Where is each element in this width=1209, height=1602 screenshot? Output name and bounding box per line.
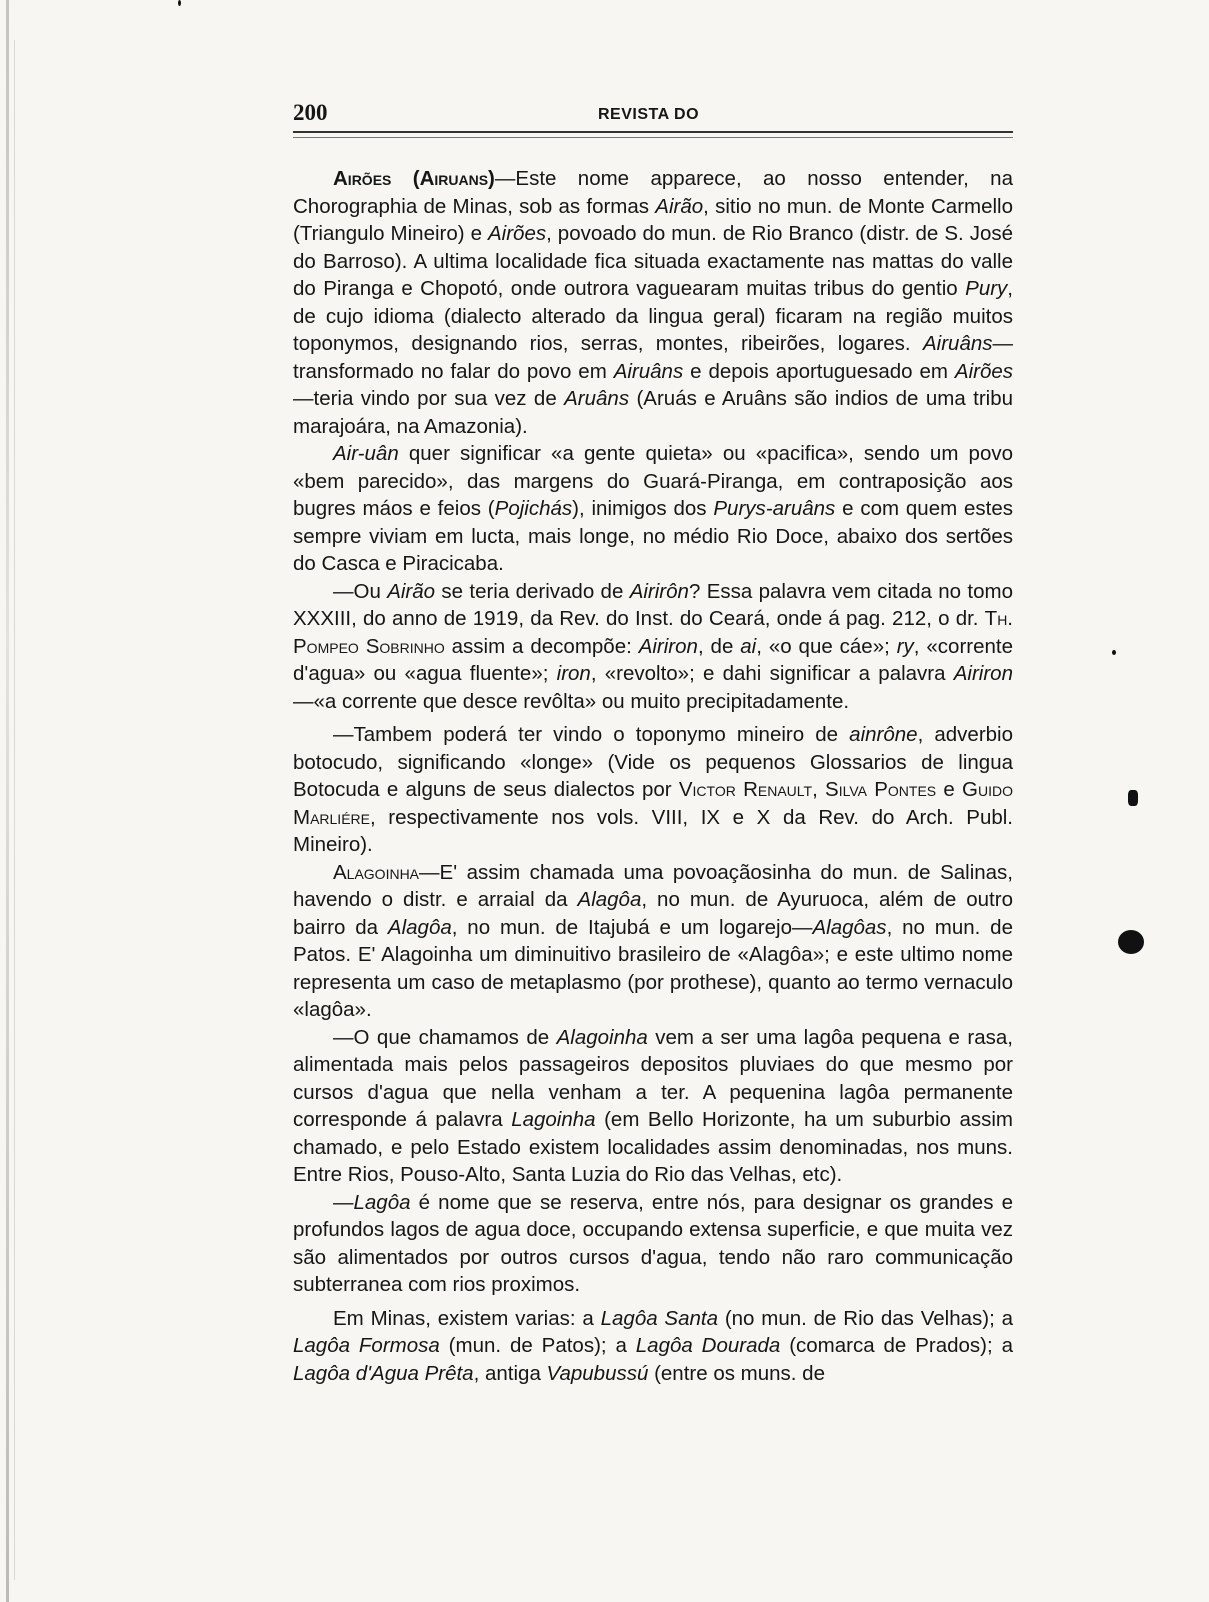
text-run: e: [936, 778, 963, 801]
text-run: —: [333, 1190, 354, 1214]
text-run: Em Minas, existem varias: a: [333, 1306, 601, 1330]
text-run: , adverbio botocudo, significando «longe» (Vide os pequenos Glossarios de lingua Botocuda e alguns de seus dialectos por: [293, 723, 1014, 801]
text-run: ? Essa palavra vem citada no tomo XXXIII, do anno de 1919, da Rev. do Inst. do Ceará, onde á pag. 212, o dr.: [293, 579, 1013, 630]
paragraph-alagoinha: [293, 859, 1013, 1024]
paragraph-lagoa: [293, 1189, 1013, 1299]
text-run: , sitio no mun. de Monte Carmello (Triangulo Mineiro) e: [293, 194, 1014, 245]
paragraph-ainrone: [293, 721, 1013, 859]
italic-term: Pojichás: [494, 497, 573, 520]
ink-speck: [178, 0, 181, 6]
text-run: , no mun. de Itajubá e um logarejo—: [451, 915, 813, 939]
text-run: , de cujo idioma (dialecto alterado da lingua geral) ficaram na região muitos toponymos, designando rios, serras, montes, ribeirões, logares.: [293, 277, 1013, 355]
italic-term: Lagôa d'Agua Prêta: [293, 1361, 474, 1385]
ink-blot: [1118, 930, 1144, 954]
italic-term: Aruâns: [564, 387, 630, 410]
text-run: —transformado no falar do povo em: [293, 332, 1013, 383]
text-run: e depois aportuguesado em: [683, 359, 955, 383]
page-edge-shadow: [6, 0, 9, 1602]
text-run: ), inimigos dos: [572, 497, 714, 520]
ink-speck: [1128, 790, 1138, 806]
italic-term: Alagôas: [812, 915, 887, 939]
italic-term: Airões: [488, 222, 547, 245]
author-name: Guido Marliére: [293, 778, 1013, 829]
text-run: (em Bello Horizonte, ha um suburbio assim chamado, e pelo Estado existem localidades assim denominadas, nos muns. Entre Rios, Pouso-Alto, Santa Luzia do Rio das Velhas, etc).: [293, 1108, 1014, 1186]
italic-term: Lagôa Formosa: [293, 1334, 440, 1357]
author-name: Victor Renault: [678, 778, 813, 801]
italic-term: Pury: [965, 277, 1008, 300]
italic-term: Vapubussú: [546, 1361, 649, 1385]
text-run: , respectivamente nos vols. VIII, IX e X da Rev. do Arch. Publ. Mineiro).: [293, 805, 1013, 856]
italic-term: Purys-aruâns: [713, 497, 836, 520]
text-run: —Ou: [333, 579, 388, 603]
text-run: —Este nome apparece, ao nosso entender, na Chorographia de Minas, sob as formas: [293, 167, 1013, 218]
text-run: —O que chamamos de: [333, 1025, 557, 1049]
text-run: , no mun. de Patos. E' Alagoinha um diminuitivo brasileiro de «Alagôa»; e este ultimo nome representa um caso de metaplasmo (por prothese), quanto ao termo vernaculo «lagôa».: [293, 915, 1013, 1021]
text-run: , antiga: [473, 1361, 547, 1385]
paragraph-minas-lagoas: [293, 1305, 1013, 1388]
italic-term: Lagôa Santa: [600, 1306, 719, 1330]
text-run: assim a decompõe:: [444, 634, 639, 658]
text-run: , povoado do mun. de Rio Branco (distr. de S. José do Barroso). A ultima localidade fica situada exactamente nas mattas do valle do Piranga e Chopotó, onde outrora vaguearam muitas tribus do gentio: [293, 222, 1014, 300]
italic-term: Airirôn: [629, 579, 689, 603]
text-run: (Aruás e Aruâns são indios de uma tribu marajoára, na Amazonia).: [293, 387, 1013, 438]
italic-term: ai: [740, 634, 757, 658]
page-number: 200: [293, 100, 328, 125]
text-run: vem a ser uma lagôa pequena e rasa, alimentada mais pelos passageiros depositos pluviaes do que mesmo por cursos d'agua que nella venham a ter. A pequenina lagôa permanente corresponde á palavra: [293, 1025, 1013, 1131]
text-run: (comarca de Prados); a: [780, 1334, 1013, 1357]
author-name: Silva Pontes: [825, 778, 937, 801]
italic-term: Lagôa: [353, 1190, 411, 1214]
italic-term: ainrône: [849, 723, 918, 746]
italic-term: Airuâns: [922, 332, 993, 355]
text-run: e com quem estes sempre viviam em lucta, mais longe, no médio Rio Doce, abaixo dos sertões do Casca e Piracicaba.: [293, 497, 1013, 575]
header-rule: [293, 131, 1013, 138]
text-run: , de: [697, 634, 741, 658]
page-edge-line: [14, 40, 15, 1580]
text-run: se teria derivado de: [435, 579, 630, 603]
text-run: , no mun. de Ayuruoca, além de outro bairro da: [293, 888, 1013, 939]
italic-term: Airões: [954, 359, 1013, 383]
italic-term: ry: [896, 634, 914, 658]
text-run: (entre os muns. de: [648, 1361, 825, 1385]
entry-term: Airões (Airuans): [333, 167, 495, 190]
running-title: REVISTA DO: [598, 106, 700, 123]
body-text: [293, 165, 1013, 1387]
page-header: [293, 100, 1013, 130]
text-run: —Tambem poderá ter vindo o toponymo mineiro de: [333, 723, 850, 746]
italic-term: Alagôa: [577, 888, 642, 911]
italic-term: Lagôa Dourada: [635, 1334, 781, 1357]
text-run: ,: [812, 778, 826, 801]
text-run: , «corrente d'agua» ou «agua fluente»;: [293, 634, 1014, 685]
italic-term: Airiron: [953, 662, 1013, 685]
italic-term: Airiron: [638, 634, 698, 658]
text-run: , «revolto»; e dahi significar a palavra: [590, 662, 954, 685]
italic-term: Airuâns: [613, 359, 684, 383]
paragraph-airirón: [293, 578, 1013, 716]
text-run: (no mun. de Rio das Velhas); a: [718, 1306, 1014, 1330]
ink-speck: [1112, 650, 1116, 655]
italic-term: Air-uân: [333, 442, 399, 465]
text-run: é nome que se reserva, entre nós, para designar os grandes e profundos lagos de agua doce, occupando extensa superficie, e que muita vez são alimentados por outros cursos d'agua, tendo não raro communicação subterranea com rios proximos.: [293, 1190, 1013, 1296]
italic-term: Alagôa: [387, 915, 452, 939]
paragraph-air-uan: [293, 440, 1013, 578]
italic-term: iron: [556, 662, 591, 685]
text-run: —«a corrente que desce revôlta» ou muito precipitadamente.: [293, 689, 850, 713]
paragraph-airoes: [293, 165, 1013, 440]
italic-term: Alagoinha: [556, 1025, 648, 1049]
italic-term: Lagoinha: [511, 1108, 596, 1131]
text-run: quer significar «a gente quieta» ou «pacifica», sendo um povo «bem parecido», das margens do Guará-Piranga, em contraposição aos bugres máos e feios (: [293, 442, 1013, 520]
text-run: (mun. de Patos); a: [439, 1334, 636, 1357]
text-run: —E' assim chamada uma povoaçãosinha do mun. de Salinas, havendo o distr. e arraial da: [293, 860, 1013, 911]
italic-term: Airão: [655, 194, 704, 218]
author-name: Th. Pompeo Sobrinho: [293, 607, 1013, 658]
text-run: , «o que cáe»;: [756, 634, 897, 658]
text-run: —teria vindo por sua vez de: [293, 387, 565, 410]
italic-term: Airão: [387, 579, 436, 603]
entry-term: Alagoinha: [333, 860, 420, 884]
paragraph-lagoinha: [293, 1024, 1013, 1189]
